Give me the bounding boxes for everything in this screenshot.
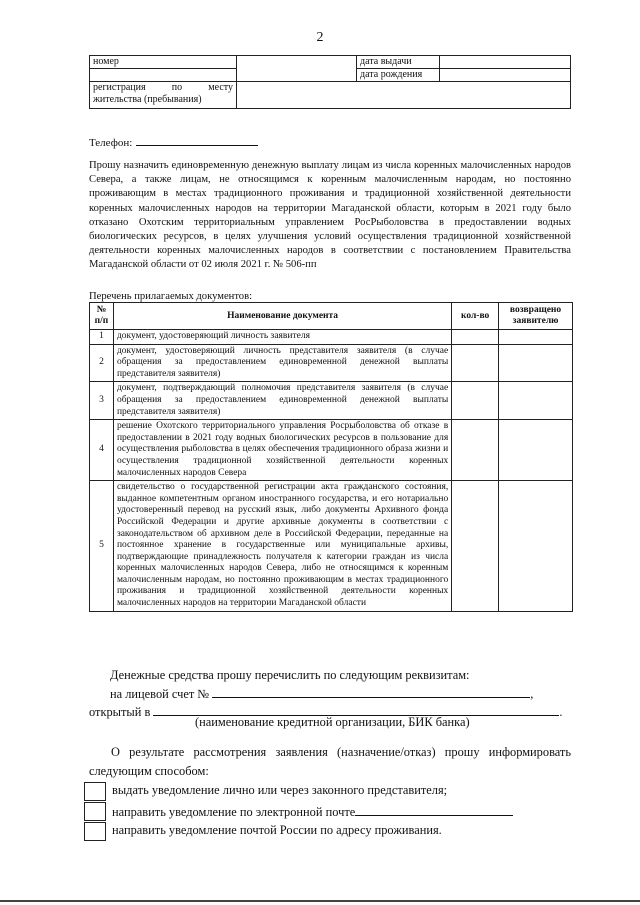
- account-field[interactable]: [212, 685, 530, 698]
- table-row: [90, 481, 573, 612]
- table-row: [90, 382, 573, 420]
- registration-field[interactable]: [237, 82, 571, 109]
- checkbox[interactable]: [84, 802, 106, 821]
- number-field[interactable]: [237, 56, 357, 82]
- row-returned-cell[interactable]: [499, 344, 573, 382]
- row-count-cell[interactable]: [452, 481, 499, 612]
- row-returned-cell[interactable]: [499, 481, 573, 612]
- applicant-id-table: [89, 55, 571, 109]
- email-field[interactable]: [355, 803, 513, 816]
- header-num: № п/п: [90, 303, 114, 330]
- option-label-text: направить уведомление по электронной почте: [112, 805, 356, 819]
- header-name: Наименование документа: [113, 303, 451, 330]
- registration-label-line2: жительства (пребывания): [93, 94, 202, 105]
- header-returned: возвращено заявителю: [499, 303, 573, 330]
- opened-row: открытый в .: [89, 705, 563, 719]
- row-name: документ, удостоверяющий личность заявителя: [113, 330, 451, 345]
- docs-list-title: Перечень прилагаемых документов:: [89, 291, 253, 302]
- row-num: 4: [90, 420, 114, 481]
- table-row: [90, 330, 573, 345]
- header-count: кол-во: [452, 303, 499, 330]
- row-count-cell[interactable]: [452, 382, 499, 420]
- row-num: 3: [90, 382, 114, 420]
- bottom-edge-line: [0, 900, 640, 902]
- payment-intro: Денежные средства прошу перечислить по следующим реквизитам:: [110, 668, 470, 682]
- checkbox[interactable]: [84, 822, 106, 841]
- phone-row: [89, 135, 258, 149]
- checkbox[interactable]: [84, 782, 106, 801]
- row-count-cell[interactable]: [452, 420, 499, 481]
- account-row: на лицевой счет № ,: [110, 687, 534, 701]
- row-num: 1: [90, 330, 114, 345]
- page-number: 2: [316, 30, 324, 45]
- row-name: документ, подтверждающий полномочия представителя заявителя (в случае обращения за предоставлением единовременной денежной выплаты представителя заявителя): [113, 382, 451, 420]
- row-count-cell[interactable]: [452, 330, 499, 345]
- blank-cell: [90, 69, 237, 82]
- birth-date-label: дата рождения: [357, 69, 440, 82]
- birth-date-field[interactable]: [440, 69, 571, 82]
- docs-header-row: [90, 303, 573, 330]
- opened-label: открытый в: [89, 705, 151, 719]
- bank-hint: (наименование кредитной организации, БИК банка): [195, 715, 470, 729]
- option-label: направить уведомление почтой России по адресу проживания.: [112, 823, 442, 837]
- account-label: на лицевой счет №: [110, 687, 210, 701]
- registration-label-line1: регистрация по месту: [93, 82, 233, 93]
- row-name: свидетельство о государственной регистрации акта гражданского состояния, выданное компетентным органом иностранного государства, и его нотариально удостоверенный перевод на русский язык, либо документы Архивного фонда Российской Федерации и другие архивные документы в соответствии с законодательством об архивном деле в Российской Федерации, переданные на постоянное хранение в государственные или муниципальные архивы, подтверждающие принадлежность получателя к категории граждан из числа коренных малочисленных народов Севера, либо не относящимся к коренным малочисленным народам, но постоянно проживающим в местах традиционного проживания и традиционной хозяйственной деятельности коренных малочисленных народов на территории Магаданской области: [113, 481, 451, 612]
- result-paragraph: О результате рассмотрения заявления (назначение/отказ) прошу информировать следующим способом:: [89, 745, 571, 778]
- row-num: 2: [90, 344, 114, 382]
- phone-label: Телефон:: [89, 137, 133, 149]
- registration-label: [90, 82, 237, 109]
- issue-date-field[interactable]: [440, 56, 571, 69]
- docs-table: [89, 302, 573, 612]
- phone-field[interactable]: [136, 135, 258, 146]
- row-returned-cell[interactable]: [499, 330, 573, 345]
- option-label: [112, 803, 513, 820]
- table-row: [90, 420, 573, 481]
- request-paragraph: Прошу назначить единовременную денежную выплату лицам из числа коренных малочисленных народов Севера, а также лицам, не относящимся к коренным малочисленным народам, но постоянно проживающим в местах традиционного проживания и традиционной хозяйственной деятельности коренных малочисленных народов на территории Магаданской области, которым в 2021 году было отказано Охотским территориальным управлением РосРыболовства в предоставлении водных биологических ресурсов, в целях улучшения условий осуществления традиционной хозяйственной деятельности коренных малочисленных народов в соответствии с постановлением Правительства Магаданской области от 02 июля 2021 г. № 506-пп: [89, 160, 571, 271]
- issue-date-label: дата выдачи: [357, 56, 440, 69]
- row-name: решение Охотского территориального управления Росрыболовства об отказе в предоставлении в 2021 году водных биологических ресурсов в пользование для осуществления рыболовства в целях обеспечения традиционного образа жизни и осуществления традиционной хозяйственной деятельности коренных малочисленных народов Севера: [113, 420, 451, 481]
- option-label: выдать уведомление лично или через законного представителя;: [112, 783, 448, 797]
- table-row: [90, 344, 573, 382]
- row-returned-cell[interactable]: [499, 420, 573, 481]
- row-count-cell[interactable]: [452, 344, 499, 382]
- row-name: документ, удостоверяющий личность представителя заявителя (в случае обращения за предоставлением единовременной денежной выплаты представителя заявителя): [113, 344, 451, 382]
- number-label: номер: [90, 56, 237, 69]
- row-returned-cell[interactable]: [499, 382, 573, 420]
- row-num: 5: [90, 481, 114, 612]
